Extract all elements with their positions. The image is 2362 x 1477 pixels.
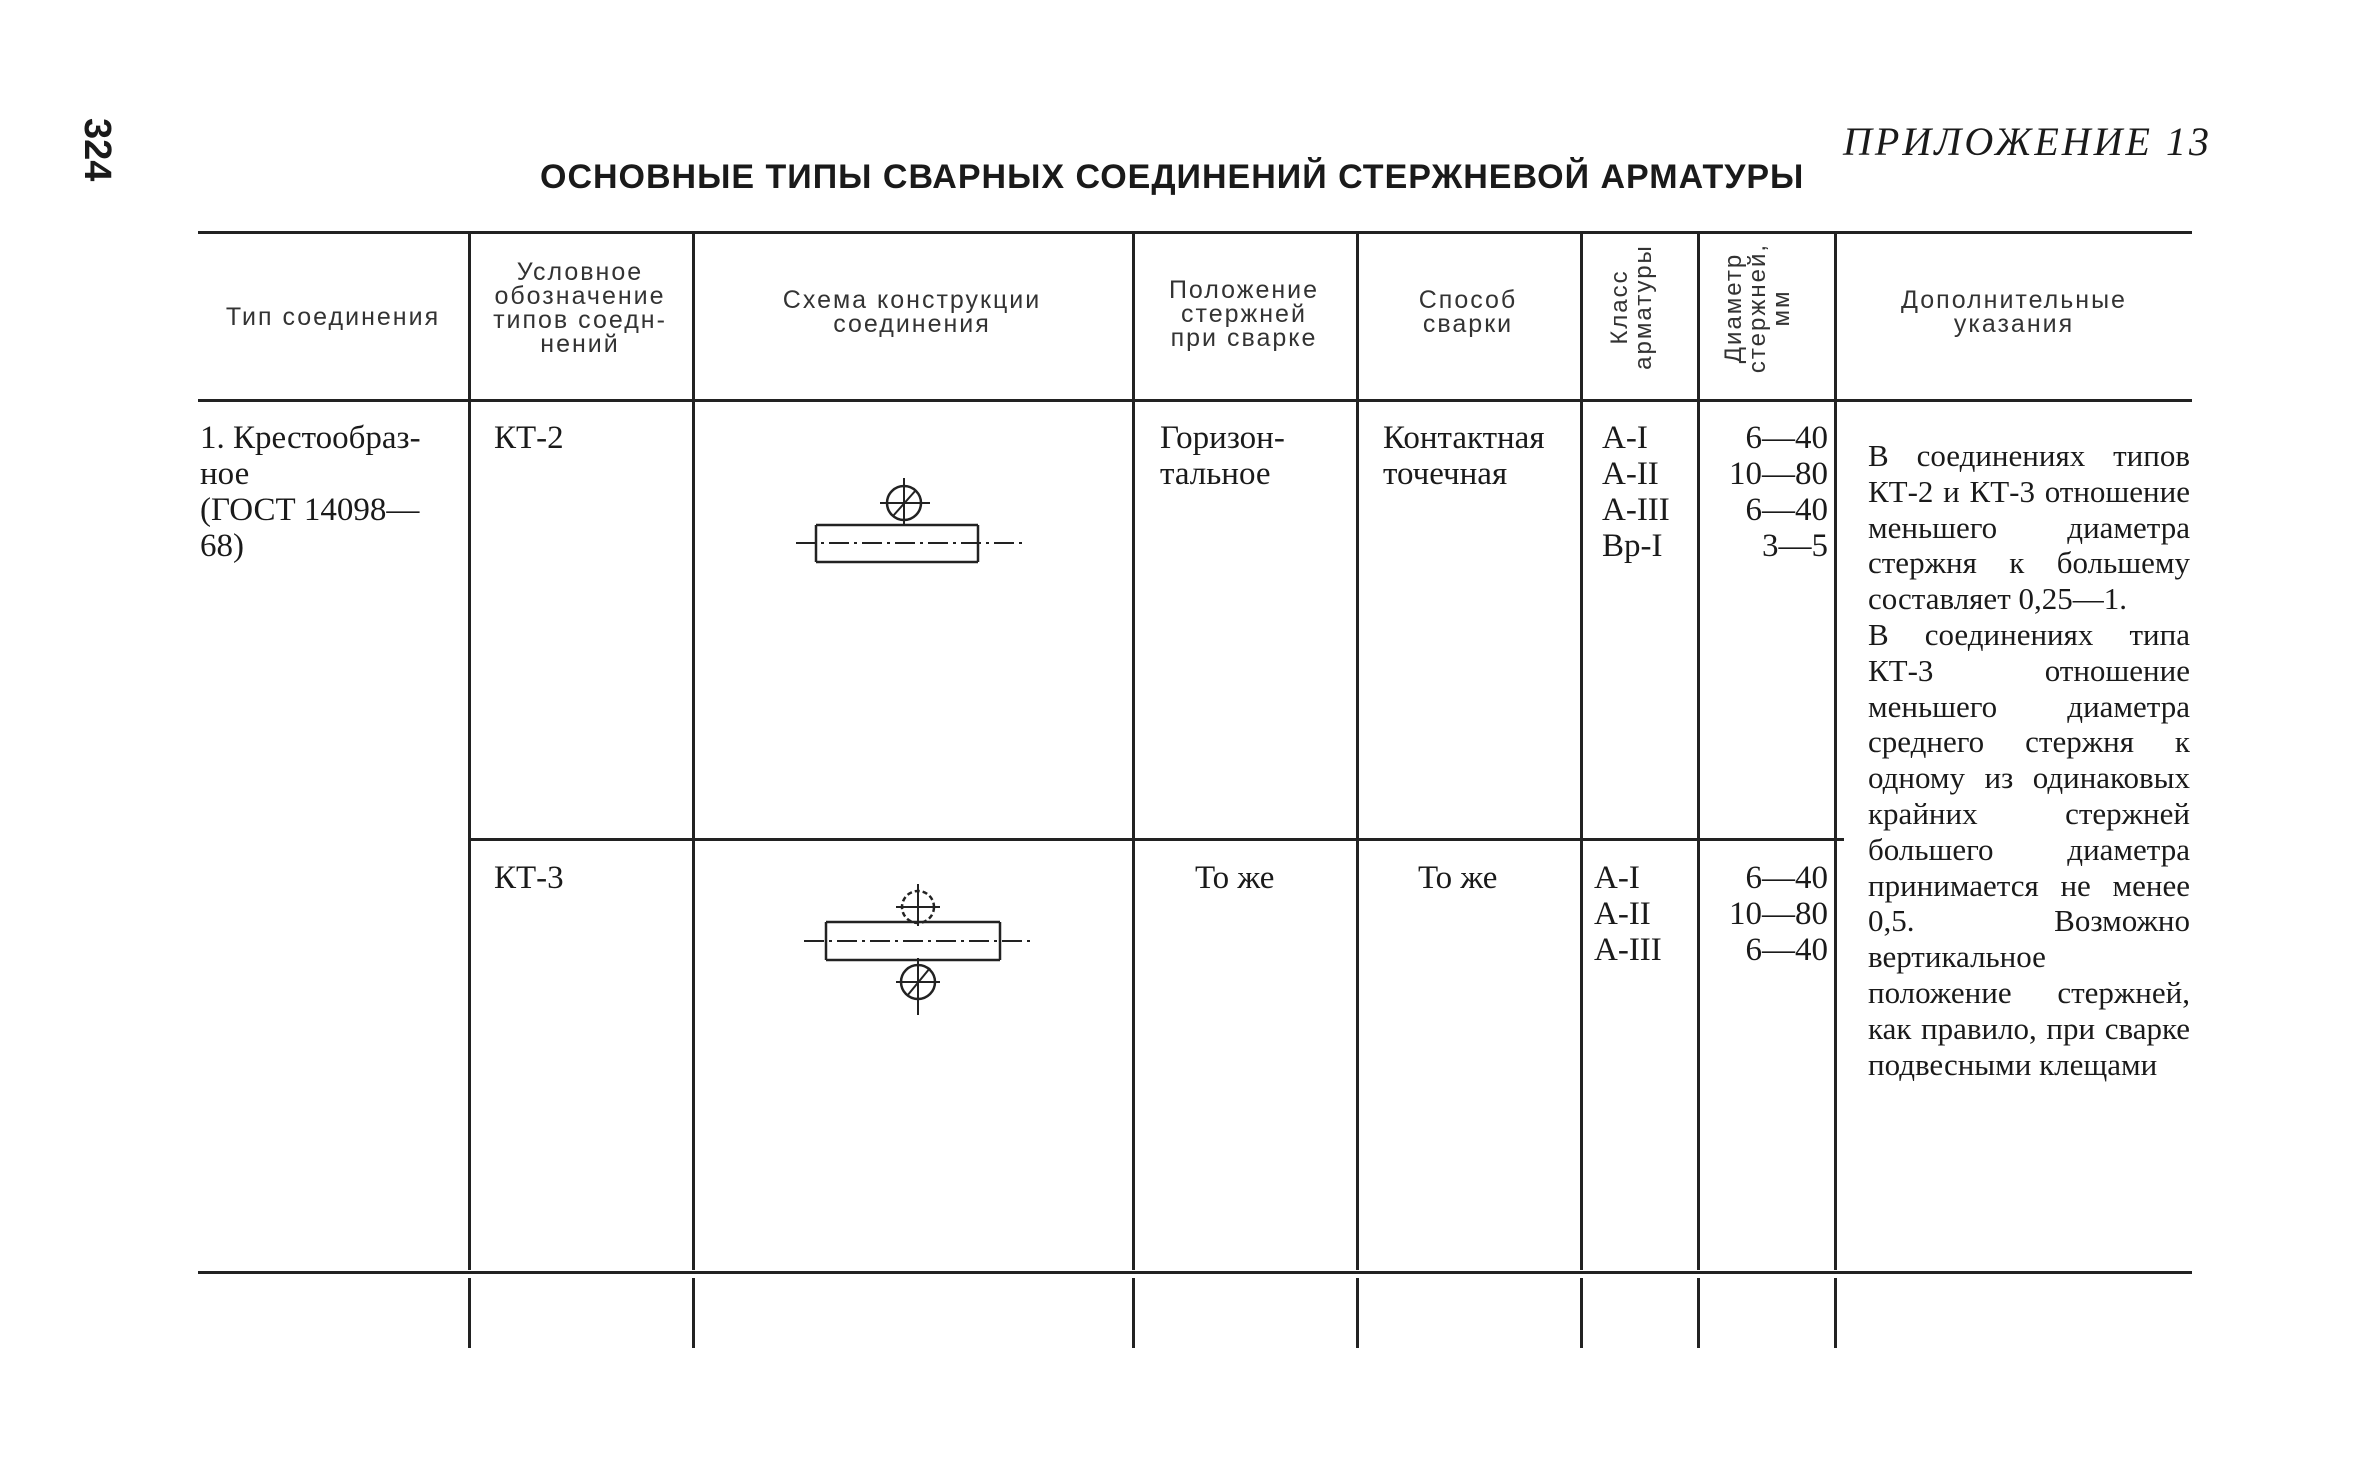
column-rule xyxy=(1834,234,1837,1270)
header-bottom-rule xyxy=(198,399,2192,402)
continuation-rule xyxy=(1697,1278,1700,1348)
header-class: Класс арматуры xyxy=(1606,244,1657,370)
row-1-method: Контактная точечная xyxy=(1383,420,1545,492)
kt3-scheme-diagram xyxy=(790,880,1050,1020)
column-rule xyxy=(468,234,471,1270)
note-paragraph: В соединениях типа КТ-3 отношение меньшего диаметра среднего стержня к одному из одинаковых крайних стержней большего диаметра принимается не менее 0,5. Возможно вертикальное положение стержней, как правило, при сварке подвесными клещами xyxy=(1868,616,2190,1082)
row-2-designation: КТ-3 xyxy=(494,860,564,896)
appendix-label: ПРИЛОЖЕНИЕ 13 xyxy=(1843,119,2212,164)
row-1-type: 1. Крестообраз- ное (ГОСТ 14098— 68) xyxy=(200,420,421,564)
column-rule xyxy=(692,234,695,1270)
header-scheme: Схема конструкции соединения xyxy=(782,286,1042,338)
continuation-rule xyxy=(468,1278,471,1348)
kt2-scheme-diagram xyxy=(770,470,1050,570)
continuation-rule xyxy=(1580,1278,1583,1348)
continuation-rule xyxy=(692,1278,695,1348)
continuation-rule xyxy=(1356,1278,1359,1348)
header-type: Тип соединения xyxy=(225,303,441,331)
header-diameter: Диаметр стержней, мм xyxy=(1720,242,1795,374)
additional-notes xyxy=(1868,438,2190,1082)
column-rule xyxy=(1356,234,1359,1270)
header-designation: Условное обозначение типов соедн- нений xyxy=(493,258,667,358)
column-rule xyxy=(1697,234,1700,1270)
continuation-rule xyxy=(1132,1278,1135,1348)
table-top-rule xyxy=(198,231,2192,234)
column-rule xyxy=(1580,234,1583,1270)
header-position: Положение стержней при сварке xyxy=(1168,276,1320,352)
row-2-position: То же xyxy=(1195,860,1275,896)
row-2-diameters: 6—40 10—80 6—40 xyxy=(1729,860,1828,968)
note-paragraph: В соединениях типов КТ-2 и КТ-3 отношение меньшего диаметра стержня к большему составляет 0,25—1. xyxy=(1868,438,2190,617)
row-1-position: Горизон- тальное xyxy=(1160,420,1285,492)
continuation-rule xyxy=(1834,1278,1837,1348)
row-1-diameters: 6—40 10—80 6—40 3—5 xyxy=(1729,420,1828,564)
row-1-classes: А-I А-II А-III Вр-I xyxy=(1602,420,1670,564)
column-rule xyxy=(1132,234,1135,1270)
page-title: ОСНОВНЫЕ ТИПЫ СВАРНЫХ СОЕДИНЕНИЙ СТЕРЖНЕВОЙ АРМАТУРЫ xyxy=(540,158,1805,196)
header-notes: Дополнительные указания xyxy=(1901,286,2127,338)
page-number: 324 xyxy=(76,118,118,182)
row-2-classes: А-I А-II А-III xyxy=(1594,860,1662,968)
header-method: Способ сварки xyxy=(1418,286,1518,338)
table-bottom-rule xyxy=(198,1271,2192,1274)
row-divider xyxy=(468,838,1844,841)
row-2-method: То же xyxy=(1418,860,1498,896)
row-1-designation: КТ-2 xyxy=(494,420,564,456)
